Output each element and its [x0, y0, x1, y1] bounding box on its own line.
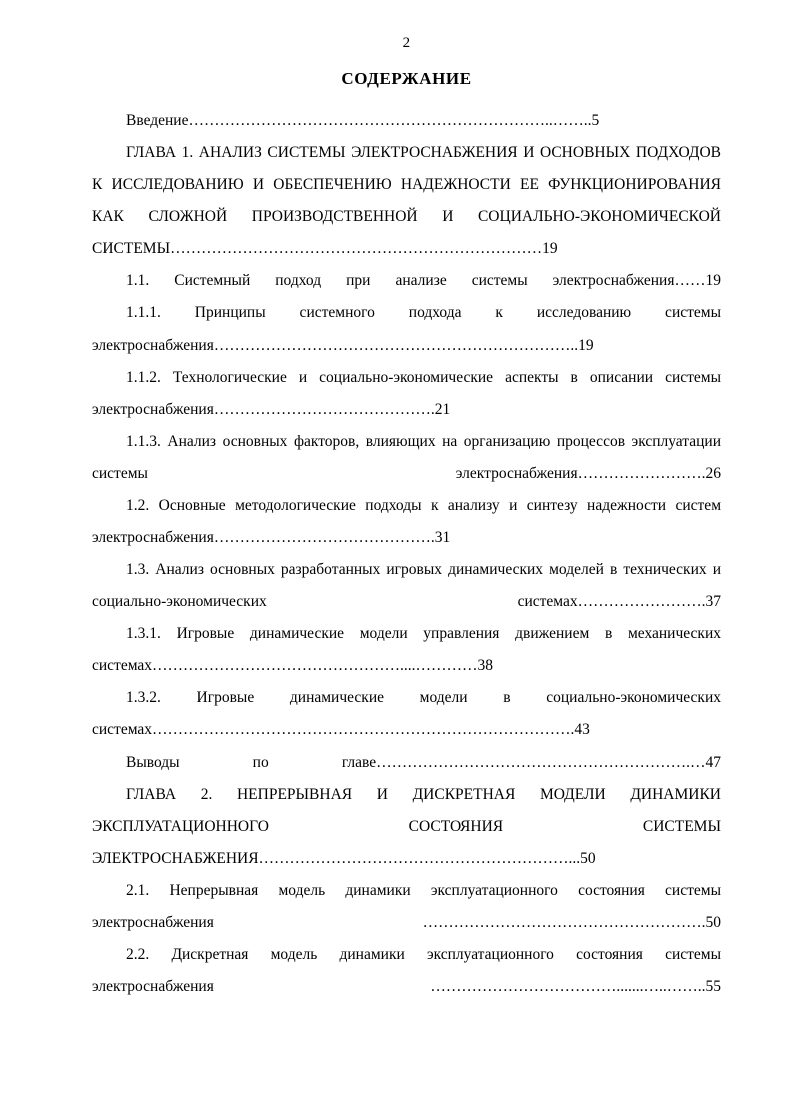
toc-entry: 1.3.2. Игровые динамические модели в социально-экономических системах……………………………………………………………………….43	[92, 689, 721, 739]
toc-entry: 1.1.3. Анализ основных факторов, влияющих на организацию процессов эксплуатации системы электроснабжения…………………….26	[92, 432, 721, 482]
toc-entry: 1.3. Анализ основных разработанных игровых динамических моделей в технических и социально-экономических системах…………………….37	[92, 561, 721, 611]
page-title: СОДЕРЖАНИЕ	[341, 69, 472, 88]
toc-entry: Введение……………………………………………………………..……..5	[126, 112, 600, 129]
page-number: 2	[402, 35, 411, 51]
toc-entry: 2.1. Непрерывная модель динамики эксплуатационного состояния системы электроснабжения ……………………………………………….50	[92, 881, 721, 931]
toc-entry: Выводы по главе…………………………………………………….…47	[126, 753, 721, 771]
toc-entry: 1.1.1. Принципы системного подхода к исследованию системы электроснабжения……………………………………………………………..19	[92, 304, 721, 354]
toc-entry: 1.3.1. Игровые динамические модели управления движением в механических системах…………………………………………....…………38	[92, 625, 721, 675]
toc-entry: 2.2. Дискретная модель динамики эксплуатационного состояния системы электроснабжения ……………………………….......…..……..55	[92, 946, 721, 996]
table-of-contents	[92, 105, 721, 1003]
toc-entry: ГЛАВА 2. НЕПРЕРЫВНАЯ И ДИСКРЕТНАЯ МОДЕЛИ ДИНАМИКИ ЭКСПЛУАТАЦИОННОГО СОСТОЯНИЯ СИСТЕМЫ ЭЛЕКТРОСНАБЖЕНИЯ……………………………………………………...50	[92, 785, 721, 867]
toc-entry: 1.2. Основные методологические подходы к анализу и синтезу надежности систем электроснабжения…………………………………….31	[92, 496, 721, 547]
toc-entry: ГЛАВА 1. АНАЛИЗ СИСТЕМЫ ЭЛЕКТРОСНАБЖЕНИЯ И ОСНОВНЫХ ПОДХОДОВ К ИССЛЕДОВАНИЮ И ОБЕСПЕЧЕНИЮ НАДЕЖНОСТИ ЕЕ ФУНКЦИОНИРОВАНИЯ КАК СЛОЖНОЙ ПРОИЗВОДСТВЕННОЙ И СОЦИАЛЬНО-ЭКОНОМИЧЕСКОЙ СИСТЕМЫ………………………………………………………………19	[92, 144, 721, 258]
toc-entry: 1.1.2. Технологические и социально-экономические аспекты в описании системы электроснабжения…………………………………….21	[92, 368, 721, 418]
toc-entry: 1.1. Системный подход при анализе системы электроснабжения……19	[126, 272, 721, 290]
